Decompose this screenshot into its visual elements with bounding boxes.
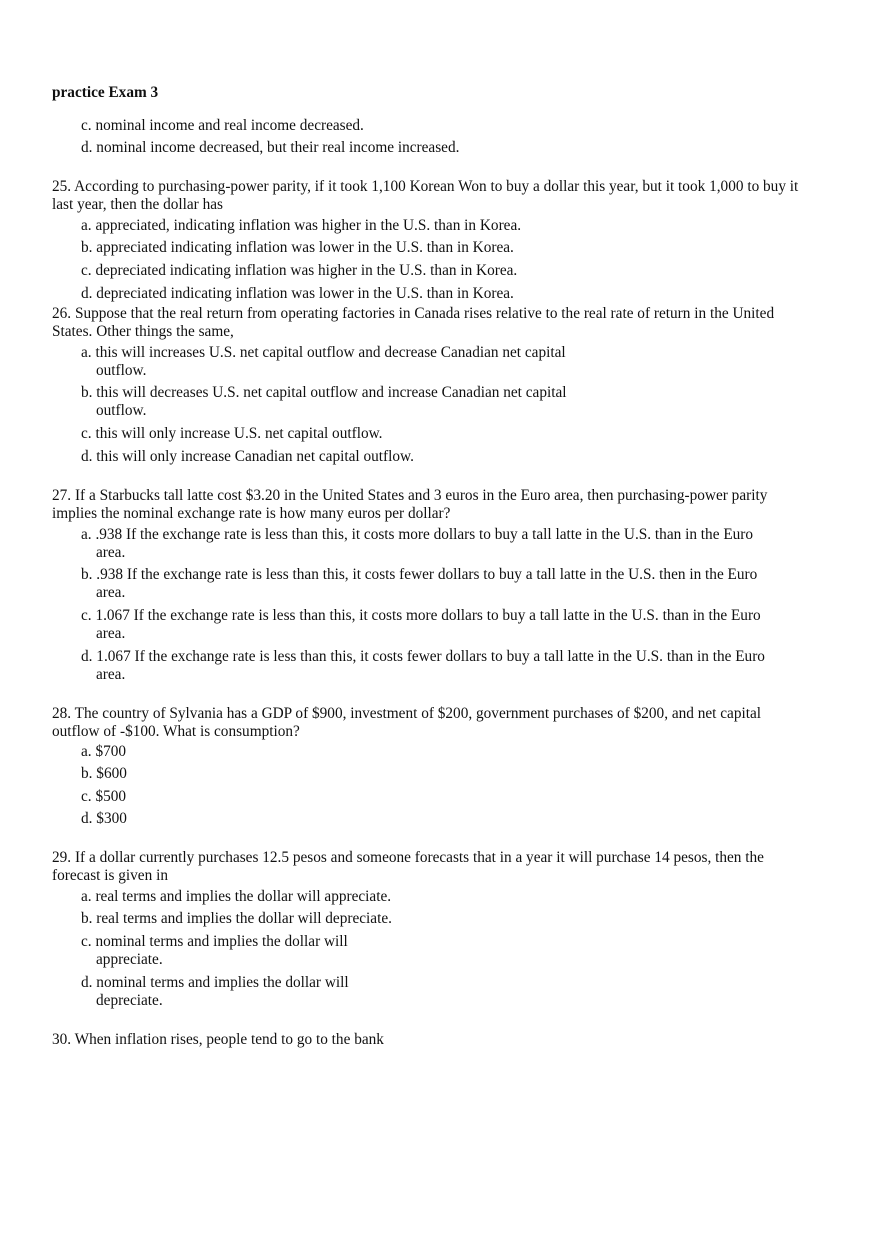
question-stem: 28. The country of Sylvania has a GDP of $900, investment of $200, government purchases of $200, and net capital	[52, 705, 762, 722]
option-a: a. $700	[81, 743, 127, 760]
option-a-wrap: outflow.	[96, 362, 147, 379]
option-a-wrap: area.	[96, 544, 126, 561]
option-d: d. nominal income decreased, but their real income increased.	[81, 139, 460, 156]
option-c: c. nominal terms and implies the dollar will	[81, 933, 348, 950]
option-c-wrap: appreciate.	[96, 951, 163, 968]
option-c: c. 1.067 If the exchange rate is less than this, it costs more dollars to buy a tall latte in the U.S. than in the Euro	[81, 607, 761, 624]
option-b: b. real terms and implies the dollar will depreciate.	[81, 910, 392, 927]
option-a: a. .938 If the exchange rate is less than this, it costs more dollars to buy a tall latte in the U.S. than in the Euro	[81, 526, 754, 543]
option-a: a. this will increases U.S. net capital outflow and decrease Canadian net capital	[81, 344, 566, 361]
question-stem: outflow of -$100. What is consumption?	[52, 723, 300, 740]
option-c: c. $500	[81, 788, 127, 805]
option-c-wrap: area.	[96, 625, 126, 642]
option-d: d. 1.067 If the exchange rate is less than this, it costs fewer dollars to buy a tall latte in the U.S. than in the Euro	[81, 648, 765, 665]
question-stem: 30. When inflation rises, people tend to go to the bank	[52, 1031, 384, 1048]
option-b: b. this will decreases U.S. net capital outflow and increase Canadian net capital	[81, 384, 567, 401]
option-c: c. this will only increase U.S. net capital outflow.	[81, 425, 383, 442]
option-a: a. appreciated, indicating inflation was higher in the U.S. than in Korea.	[81, 217, 522, 234]
option-d-wrap: area.	[96, 666, 126, 683]
question-stem: last year, then the dollar has	[52, 196, 223, 213]
option-b: b. .938 If the exchange rate is less than this, it costs fewer dollars to buy a tall latte in the U.S. then in the Euro	[81, 566, 758, 583]
option-b-wrap: area.	[96, 584, 126, 601]
option-a: a. real terms and implies the dollar will appreciate.	[81, 888, 392, 905]
option-b: b. appreciated indicating inflation was lower in the U.S. than in Korea.	[81, 239, 514, 256]
page-title: practice Exam 3	[52, 84, 159, 101]
question-stem: 27. If a Starbucks tall latte cost $3.20 in the United States and 3 euros in the Euro area, then purchasing-power parity	[52, 487, 768, 504]
question-stem: implies the nominal exchange rate is how many euros per dollar?	[52, 505, 451, 522]
question-stem: forecast is given in	[52, 867, 168, 884]
option-d: d. nominal terms and implies the dollar will	[81, 974, 349, 991]
option-c: c. depreciated indicating inflation was higher in the U.S. than in Korea.	[81, 262, 518, 279]
question-stem: 29. If a dollar currently purchases 12.5 pesos and someone forecasts that in a year it will purchase 14 pesos, then the	[52, 849, 764, 866]
question-stem: 26. Suppose that the real return from operating factories in Canada rises relative to the real rate of return in the United	[52, 305, 775, 322]
question-stem: States. Other things the same,	[52, 323, 234, 340]
option-d: d. this will only increase Canadian net capital outflow.	[81, 448, 414, 465]
option-b: b. $600	[81, 765, 127, 782]
option-d: d. $300	[81, 810, 127, 827]
question-stem: 25. According to purchasing-power parity, if it took 1,100 Korean Won to buy a dollar this year, but it took 1,000 to buy it	[52, 178, 799, 195]
option-b-wrap: outflow.	[96, 402, 147, 419]
option-c: c. nominal income and real income decreased.	[81, 117, 364, 134]
option-d: d. depreciated indicating inflation was lower in the U.S. than in Korea.	[81, 285, 514, 302]
option-d-wrap: depreciate.	[96, 992, 163, 1009]
